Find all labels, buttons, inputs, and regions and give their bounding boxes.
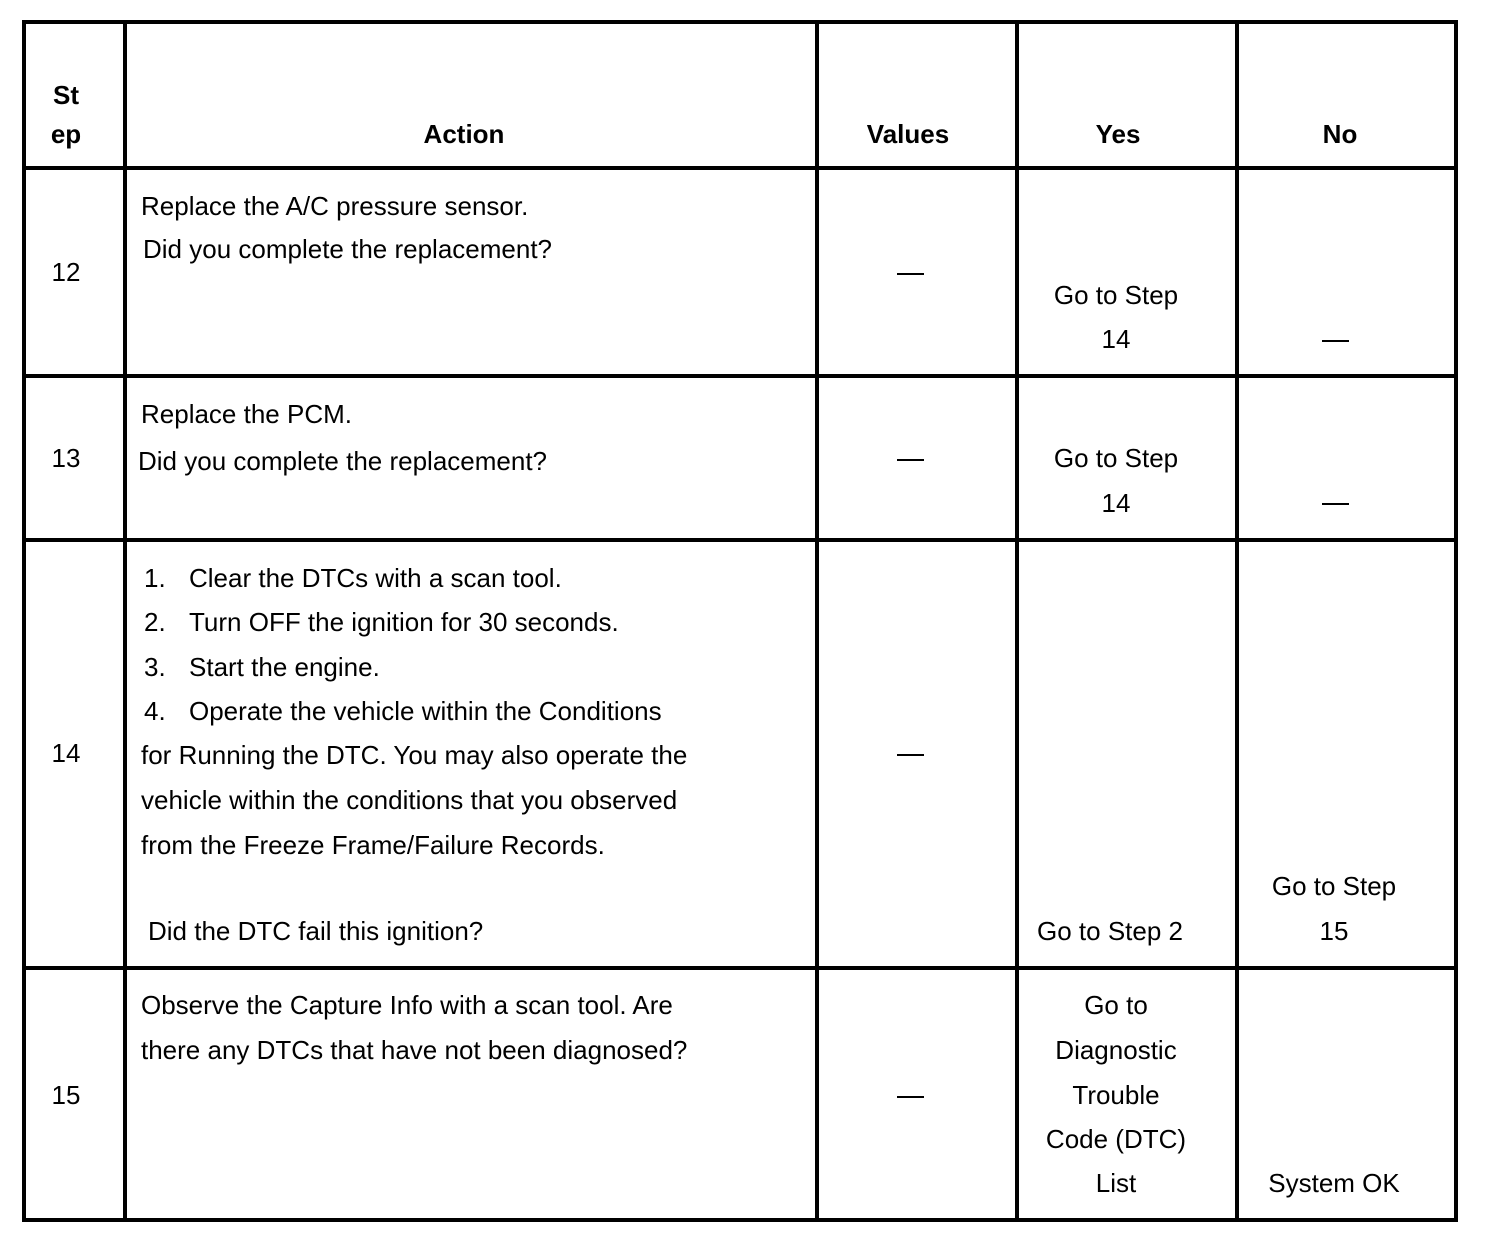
no-line1: Go to Step bbox=[1271, 871, 1397, 901]
action-question: there any DTCs that have not been diagnosed? bbox=[141, 1035, 688, 1065]
yes-line1: Go to Step bbox=[1053, 280, 1179, 310]
list-text: Turn OFF the ignition for 30 seconds. bbox=[189, 607, 619, 637]
header-action: Action bbox=[423, 119, 505, 149]
no-dash bbox=[1322, 340, 1349, 342]
yes-line1: Go to Step bbox=[1053, 443, 1179, 473]
header-values: Values bbox=[866, 119, 950, 149]
no-dash bbox=[1322, 503, 1349, 505]
column-divider bbox=[815, 20, 819, 1222]
yes-line2: 14 bbox=[1101, 488, 1131, 518]
column-divider bbox=[123, 20, 127, 1222]
action-text: from the Freeze Frame/Failure Records. bbox=[141, 830, 605, 860]
action-question: Did you complete the replacement? bbox=[143, 234, 553, 264]
table-border-top bbox=[22, 20, 1458, 24]
no-text: System OK bbox=[1268, 1168, 1400, 1198]
yes-text: Go to Step 2 bbox=[1037, 916, 1183, 946]
no-line2: 15 bbox=[1319, 916, 1349, 946]
table-border-bottom bbox=[22, 1218, 1458, 1222]
action-text: Observe the Capture Info with a scan tool. Are bbox=[141, 990, 673, 1020]
action-text: Replace the PCM. bbox=[141, 399, 352, 429]
yes-line: Code (DTC) bbox=[1045, 1124, 1187, 1154]
row-divider bbox=[22, 966, 1458, 970]
column-divider bbox=[1235, 20, 1239, 1222]
yes-line2: 14 bbox=[1101, 324, 1131, 354]
header-step-line2: ep bbox=[50, 119, 82, 149]
action-text: for Running the DTC. You may also operate the bbox=[141, 740, 688, 770]
header-step-line1: St bbox=[53, 80, 79, 110]
list-number: 1. bbox=[144, 563, 166, 593]
yes-line: Trouble bbox=[1072, 1080, 1160, 1110]
list-text: Start the engine. bbox=[189, 652, 380, 682]
step-number: 13 bbox=[51, 443, 81, 473]
header-no: No bbox=[1322, 119, 1358, 149]
table-border-right bbox=[1454, 20, 1458, 1222]
values-dash bbox=[897, 754, 924, 756]
column-divider bbox=[1015, 20, 1019, 1222]
values-dash bbox=[897, 1096, 924, 1098]
values-dash bbox=[897, 273, 924, 275]
list-number: 4. bbox=[144, 696, 166, 726]
row-divider bbox=[22, 538, 1458, 542]
list-text: Operate the vehicle within the Conditions bbox=[189, 696, 662, 726]
values-dash bbox=[897, 459, 924, 461]
table-border-left bbox=[22, 20, 26, 1222]
yes-line: List bbox=[1095, 1168, 1137, 1198]
step-number: 14 bbox=[51, 738, 81, 768]
yes-line: Diagnostic bbox=[1055, 1035, 1177, 1065]
action-text: vehicle within the conditions that you observed bbox=[141, 785, 678, 815]
list-number: 2. bbox=[144, 607, 166, 637]
diagnostic-table bbox=[22, 20, 1458, 1222]
list-number: 3. bbox=[144, 652, 166, 682]
row-divider bbox=[22, 374, 1458, 378]
header-divider bbox=[22, 166, 1458, 170]
step-number: 12 bbox=[51, 257, 81, 287]
action-question: Did you complete the replacement? bbox=[138, 446, 548, 476]
yes-line: Go to bbox=[1084, 990, 1148, 1020]
action-question: Did the DTC fail this ignition? bbox=[148, 916, 484, 946]
step-number: 15 bbox=[51, 1080, 81, 1110]
list-text: Clear the DTCs with a scan tool. bbox=[189, 563, 562, 593]
action-text: Replace the A/C pressure sensor. bbox=[141, 191, 529, 221]
header-yes: Yes bbox=[1095, 119, 1141, 149]
